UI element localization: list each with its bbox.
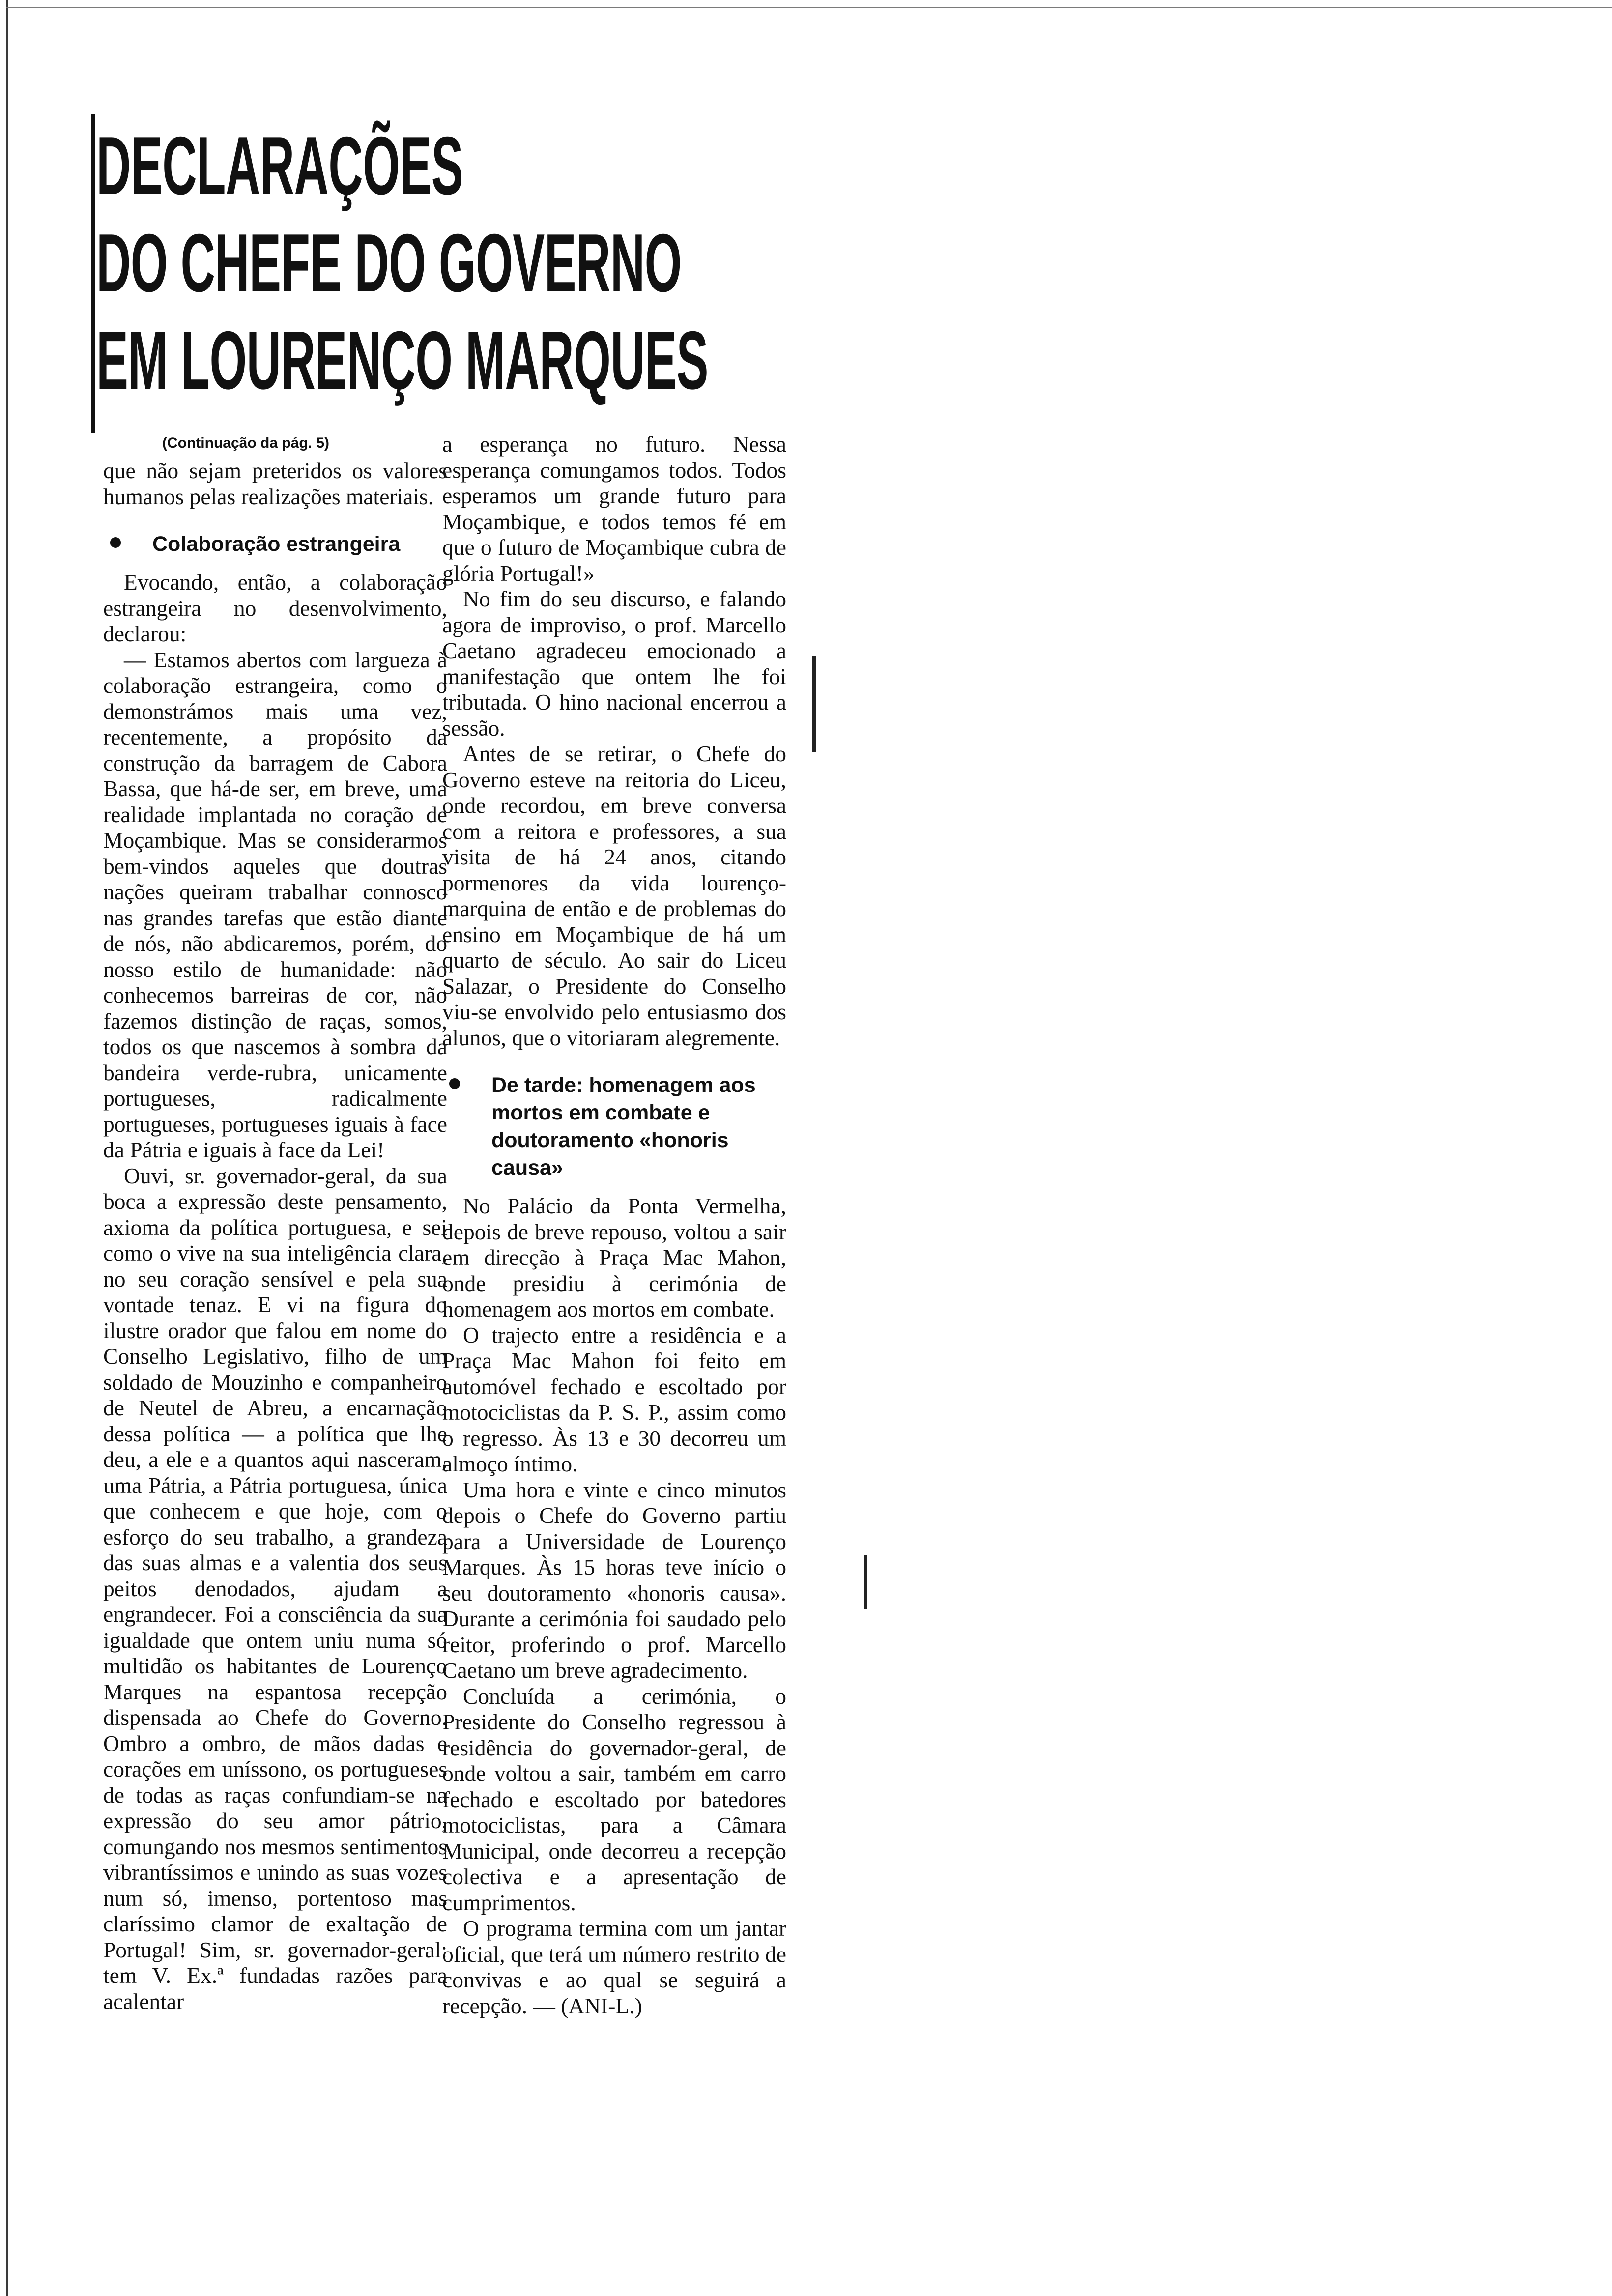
page-top-edge <box>6 7 1612 8</box>
article-paragraph: Antes de se retirar, o Chefe do Governo esteve na reitoria do Liceu, onde recordou, em breve conversa com a reitora e professores, a sua visita de há 24 anos, citando pormenores da vida lourenço-marquina de então e de problemas do ensino em Moçambique de há um quarto de século. Ao sair do Liceu Salazar, o Presidente do Conselho viu-se envolvido pelo entusiasmo dos alunos, que o vitoriaram alegremente. <box>442 741 786 1050</box>
article-column-left <box>103 431 447 2014</box>
article-column-right <box>442 431 786 2019</box>
headline-rule <box>91 114 95 433</box>
headline-line-2: DO CHEFE DO GOVERNO <box>96 217 682 309</box>
subhead-text: Colaboração estrangeira <box>152 532 401 556</box>
bullet-icon <box>449 1078 460 1089</box>
article-paragraph: Uma hora e vinte e cinco minutos depois o Chefe do Governo partiu para a Universidade de Lourenço Marques. Às 15 horas teve início o seu doutoramento «honoris causa». Durante a cerimónia foi saudado pelo reitor, proferindo o prof. Marcello Caetano um breve agradecimento. <box>442 1477 786 1683</box>
headline-line-3: EM LOURENÇO MARQUES <box>96 314 708 406</box>
headline-line-1: DECLARAÇÕES <box>96 119 463 212</box>
section-subhead <box>442 1071 786 1181</box>
continuation-note: (Continuação da pág. 5) <box>162 435 330 451</box>
bullet-icon <box>110 537 121 548</box>
margin-mark <box>864 1555 867 1609</box>
subhead-text: De tarde: homenagem aos mortos em combate e doutoramento «honoris causa» <box>491 1073 756 1179</box>
article-paragraph: O trajecto entre a residência e a Praça Mac Mahon foi feito em automóvel fechado e escoltado por motociclistas da P. S. P., assim como o regresso. Às 13 e 30 decorreu um almoço íntimo. <box>442 1322 786 1476</box>
article-paragraph: que não sejam preteridos os valores humanos pelas realizações materiais. <box>103 458 447 509</box>
article-paragraph: a esperança no futuro. Nessa esperança comungamos todos. Todos esperamos um grande futuro para Moçambique, e todos temos fé em que o futuro de Moçambique cubra de glória Portugal!» <box>442 431 786 586</box>
headline <box>96 117 708 409</box>
article-paragraph: Ouvi, sr. governador-geral, da sua boca a expressão deste pensamento, axioma da política portuguesa, e sei como o vive na sua inteligência clara, no seu coração sensível e pela sua vontade tenaz. E vi na figura do ilustre orador que falou em nome do Conselho Legislativo, filho de um soldado de Mouzinho e companheiro de Neutel de Abreu, a encarnação dessa política — a política que lhe deu, a ele e a quantos aqui nasceram, uma Pátria, a Pátria portuguesa, única que conhecem e que hoje, com o esforço do seu trabalho, a grandeza das suas almas e a valentia dos seus peitos denodados, ajudam a engrandecer. Foi a consciência da sua igualdade que ontem uniu numa só multidão os habitantes de Lourenço Marques na espantosa recepção dispensada ao Chefe do Governo. Ombro a ombro, de mãos dadas e corações em uníssono, os portugueses de todas as raças confundiam-se na expressão do seu amor pátrio, comungando nos mesmos sentimentos vibrantíssimos e unindo as suas vozes num só, imenso, portentoso mas claríssimo clamor de exaltação de Portugal! Sim, sr. governador-geral: tem V. Ex.ª fundadas razões para acalentar <box>103 1163 447 2014</box>
article-paragraph: No Palácio da Ponta Vermelha, depois de breve repouso, voltou a sair em direcção à Praça Mac Mahon, onde presidiu à cerimónia de homenagem aos mortos em combate. <box>442 1193 786 1321</box>
article-paragraph: Concluída a cerimónia, o Presidente do Conselho regressou à residência do governador-geral, de onde voltou a sair, também em carro fechado e escoltado por batedores motociclistas, para a Câmara Municipal, onde decorreu a recepção colectiva e a apresentação de cumprimentos. <box>442 1683 786 1915</box>
section-subhead <box>103 530 447 558</box>
article-paragraph: O programa termina com um jantar oficial, que terá um número restrito de convivas e ao qual se seguirá a recepção. — (ANI-L.) <box>442 1916 786 2018</box>
article-paragraph: No fim do seu discurso, e falando agora de improviso, o prof. Marcello Caetano agradeceu emocionado a manifestação que ontem lhe foi tributada. O hino nacional encerrou a sessão. <box>442 586 786 741</box>
margin-mark <box>812 656 816 752</box>
article-paragraph: Evocando, então, a colaboração estrangeira no desenvolvimento, declarou: <box>103 570 447 646</box>
page-left-edge <box>6 0 8 2296</box>
article-paragraph: — Estamos abertos com largueza à colaboração estrangeira, como o demonstrámos mais uma vez, recentemente, a propósito da construção da barragem de Cabora Bassa, que há-de ser, em breve, uma realidade implantada no coração de Moçambique. Mas se considerarmos bem-vindos aqueles que doutras nações queiram trabalhar connosco nas grandes tarefas que estão diante de nós, não abdicaremos, porém, do nosso estilo de humanidade: não conhecemos barreiras de cor, não fazemos distinção de raças, somos, todos os que nascemos à sombra da bandeira verde-rubra, unicamente portugueses, radicalmente portugueses, portugueses iguais à face da Pátria e iguais à face da Lei! <box>103 647 447 1162</box>
